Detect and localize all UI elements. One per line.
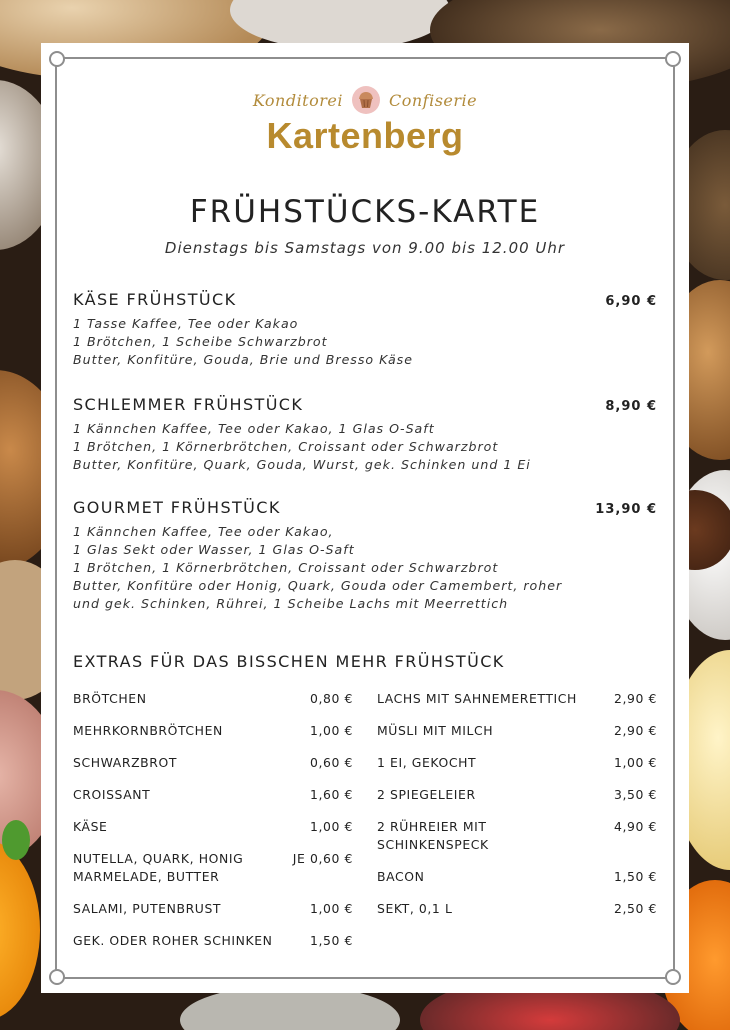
extra-price: 2,90 € xyxy=(613,723,657,738)
extra-name-line: SCHINKENSPECK xyxy=(377,837,489,852)
menu-item-kaese xyxy=(73,290,657,369)
menu-card xyxy=(41,43,689,993)
item-description: 1 Kännchen Kaffee, Tee oder Kakao, 1 Glas O-Saft xyxy=(73,421,435,436)
frame-corner-ornament xyxy=(49,51,65,67)
extra-price: 1,00 € xyxy=(309,819,353,834)
extras-row xyxy=(377,690,657,708)
extra-price: 2,90 € xyxy=(613,691,657,706)
frame-corner-ornament xyxy=(665,969,681,985)
item-description: und gek. Schinken, Rührei, 1 Scheibe Lachs mit Meerrettich xyxy=(73,596,509,611)
extras-list-left xyxy=(73,690,353,964)
extras-row xyxy=(73,786,353,804)
extras-row xyxy=(377,722,657,740)
extras-row xyxy=(73,932,353,950)
extras-heading: EXTRAS FÜR DAS BISSCHEN MEHR FRÜHSTÜCK xyxy=(73,652,505,671)
item-description: 1 Tasse Kaffee, Tee oder Kakao xyxy=(73,316,299,331)
item-description: Butter, Konfitüre, Gouda, Brie und Bresso Käse xyxy=(73,352,413,367)
extras-row xyxy=(377,786,657,804)
item-price: 8,90 € xyxy=(605,399,657,414)
extra-price: 2,50 € xyxy=(613,901,657,916)
extras-row xyxy=(377,900,657,918)
extra-price: 3,50 € xyxy=(613,787,657,802)
extra-name: MEHRKORNBRÖTCHEN xyxy=(73,723,223,738)
extra-name: 2 SPIEGELEIER xyxy=(377,787,476,802)
extra-name: CROISSANT xyxy=(73,787,151,802)
extras-list-right xyxy=(377,690,657,932)
logo-name: Kartenberg xyxy=(266,115,464,156)
extra-price: 0,60 € xyxy=(309,755,353,770)
frame-corner-ornament xyxy=(665,51,681,67)
extra-price: 0,80 € xyxy=(309,691,353,706)
extras-row xyxy=(73,754,353,772)
item-price: 13,90 € xyxy=(595,502,657,517)
item-name: SCHLEMMER FRÜHSTÜCK xyxy=(73,395,304,414)
extra-name: SEKT, 0,1 L xyxy=(377,901,453,916)
extra-price: 1,00 € xyxy=(309,723,353,738)
extra-name: KÄSE xyxy=(73,819,108,834)
extra-price: 1,00 € xyxy=(309,901,353,916)
extra-name: SCHWARZBROT xyxy=(73,755,178,770)
extra-price: 4,90 € xyxy=(613,819,657,834)
extras-row xyxy=(73,690,353,708)
extras-row xyxy=(377,868,657,886)
extra-name: SALAMI, PUTENBRUST xyxy=(73,901,222,916)
extras-row xyxy=(73,722,353,740)
extras-row xyxy=(73,818,353,836)
menu-item-gourmet xyxy=(73,498,657,613)
frame-corner-ornament xyxy=(49,969,65,985)
opening-hours: Dienstags bis Samstags von 9.00 bis 12.00 Uhr xyxy=(164,239,566,257)
item-description: Butter, Konfitüre oder Honig, Quark, Gouda oder Camembert, roher xyxy=(73,578,563,593)
extras-row xyxy=(377,818,657,854)
extra-price: 1,60 € xyxy=(309,787,353,802)
item-description: 1 Glas Sekt oder Wasser, 1 Glas O-Saft xyxy=(73,542,355,557)
page-title: FRÜHSTÜCKS-KARTE xyxy=(189,194,541,230)
menu-item-schlemmer xyxy=(73,395,657,474)
extra-name xyxy=(377,818,489,854)
extras-row xyxy=(73,850,353,886)
logo-script-right: Confiserie xyxy=(388,90,478,110)
extra-name-line: 2 RÜHREIER MIT xyxy=(377,819,487,834)
extra-name: 1 EI, GEKOCHT xyxy=(377,755,477,770)
extra-price: 1,50 € xyxy=(309,933,353,948)
item-price: 6,90 € xyxy=(605,294,657,309)
extra-price: 1,00 € xyxy=(613,755,657,770)
item-description: 1 Brötchen, 1 Scheibe Schwarzbrot xyxy=(73,334,328,349)
item-name: KÄSE FRÜHSTÜCK xyxy=(73,290,237,309)
extra-name-line: NUTELLA, QUARK, HONIG xyxy=(73,851,244,866)
item-description: 1 Brötchen, 1 Körnerbrötchen, Croissant oder Schwarzbrot xyxy=(73,560,499,575)
logo-script-left: Konditorei xyxy=(252,90,343,110)
item-description: Butter, Konfitüre, Quark, Gouda, Wurst, gek. Schinken und 1 Ei xyxy=(73,457,531,472)
extra-name: BRÖTCHEN xyxy=(73,691,147,706)
extras-row xyxy=(73,900,353,918)
extra-name xyxy=(73,850,243,886)
brand-logo xyxy=(41,85,689,157)
cupcake-icon xyxy=(351,85,381,115)
extra-name: MÜSLI MIT MILCH xyxy=(377,723,494,738)
extra-name: GEK. ODER ROHER SCHINKEN xyxy=(73,933,273,948)
item-name: GOURMET FRÜHSTÜCK xyxy=(73,498,281,517)
extras-row xyxy=(377,754,657,772)
extra-name: BACON xyxy=(377,869,425,884)
extra-price: 1,50 € xyxy=(613,869,657,884)
extra-name: LACHS MIT SAHNEMERETTICH xyxy=(377,691,577,706)
item-description: 1 Brötchen, 1 Körnerbrötchen, Croissant oder Schwarzbrot xyxy=(73,439,499,454)
item-description: 1 Kännchen Kaffee, Tee oder Kakao, xyxy=(73,524,334,539)
extra-name-line: MARMELADE, BUTTER xyxy=(73,869,220,884)
extra-price: JE 0,60 € xyxy=(292,851,353,866)
